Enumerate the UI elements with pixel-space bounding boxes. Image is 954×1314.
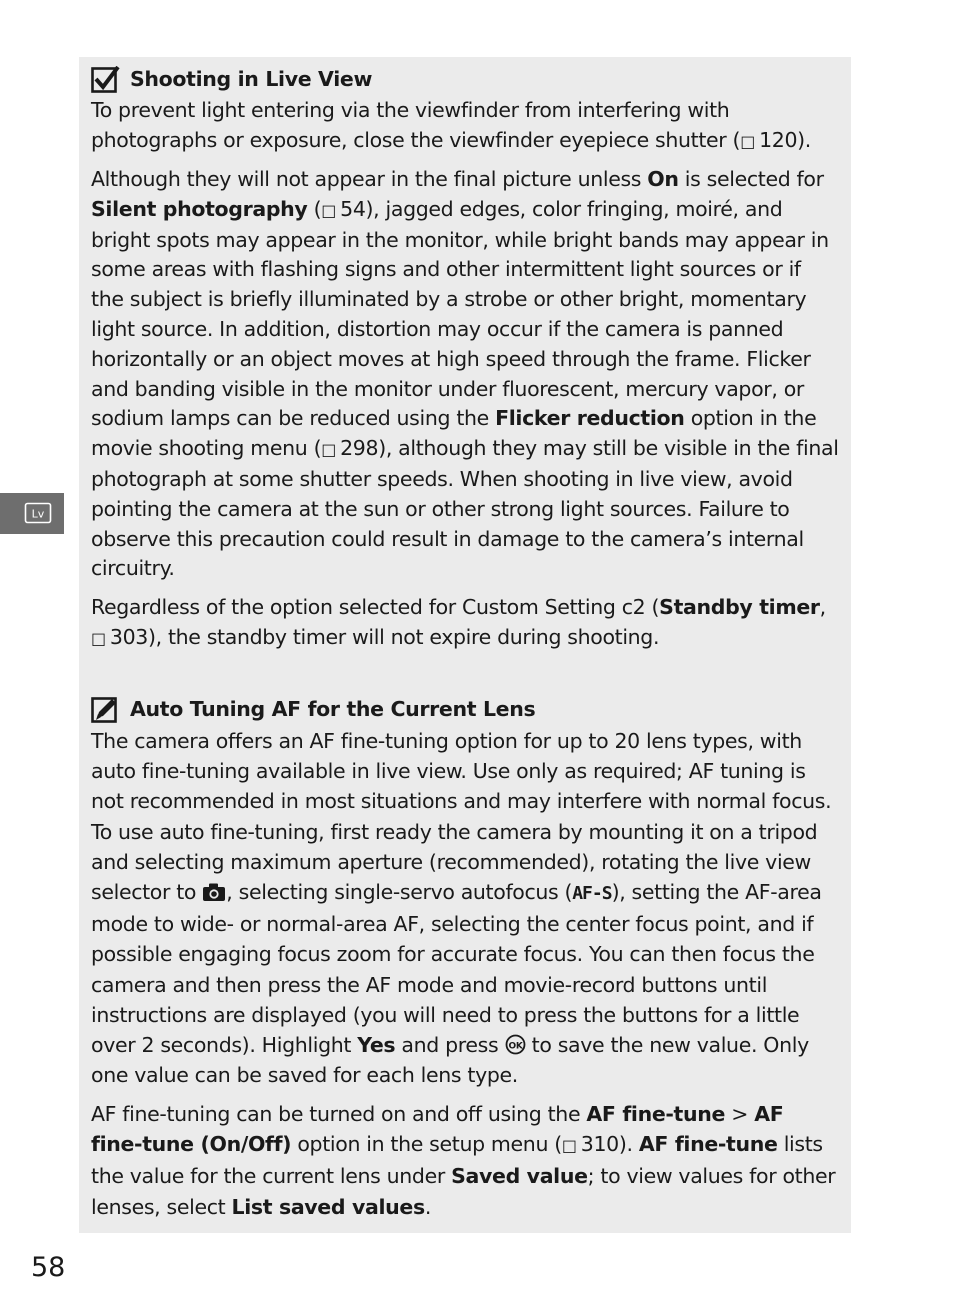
book-icon: □ xyxy=(561,1136,578,1156)
note-title: Auto Tuning AF for the Current Lens xyxy=(130,697,536,721)
book-icon: □ xyxy=(321,200,337,220)
note-heading xyxy=(91,694,839,724)
page-number: 58 xyxy=(31,1252,66,1283)
af-s-label: AF-S xyxy=(572,883,612,905)
note-heading xyxy=(91,64,839,94)
paragraph: The camera offers an AF fine-tuning option for up to 20 lens types, with auto fine-tuning available in live view. Use only as required; AF tuning is not recommended in most situations and may interfere with normal focus. To use auto fine-tuning, first ready the camera by mounting it on a tripod and selecting maximum aperture (recommended), rotating the live view selector to , selecting single-servo autofocus (AF-S), setting the AF-area mode to wide- or normal-area AF, selecting the center focus point, and if possible engaging focus zoom for accurate focus. You can then focus the camera and then press the AF mode and movie-record buttons until instructions are displayed (you will need to press the buttons for a little over 2 seconds). Highlight Yes and press OK to save the new value. Only one value can be saved for each lens type. xyxy=(91,729,832,1088)
live-view-icon xyxy=(24,502,52,524)
svg-text:Lv: Lv xyxy=(31,507,45,521)
book-icon: □ xyxy=(321,440,337,460)
paragraph: AF fine-tuning can be turned on and off using the AF fine-tune > AF fine-tune (On/Off) option in the setup menu (□ 310). AF fine-tune lists the value for the current lens under Saved value; to view values for other lenses, select List saved values. xyxy=(91,1101,836,1219)
paragraph: Regardless of the option selected for Custom Setting c2 (Standby timer, □ 303), the standby timer will not expire during shooting. xyxy=(91,594,826,649)
ok-button-icon xyxy=(505,1034,526,1055)
pencil-note-icon xyxy=(91,696,120,723)
caution-check-icon xyxy=(91,66,120,93)
note-title: Shooting in Live View xyxy=(130,67,373,91)
section-tab-live-view xyxy=(0,493,64,534)
book-icon: □ xyxy=(91,628,107,648)
book-icon: □ xyxy=(740,131,756,151)
paragraph: To prevent light entering via the viewfinder from interfering with photographs or exposure, close the viewfinder eyepiece shutter (□ 120). xyxy=(91,98,811,152)
note-auto-tuning-af xyxy=(91,694,839,1230)
svg-text:OK: OK xyxy=(508,1041,522,1052)
paragraph: Although they will not appear in the final picture unless On is selected for Silent photography (□ 54), jagged edges, color fringing, moiré, and bright spots may appear in the monitor, while bright bands may appear in some areas with flashing signs and other intermittent light sources or if the subject is briefly illuminated by a strobe or other bright, momentary light source. In addition, distortion may occur if the camera is panned horizontally or an object moves at high speed through the frame. Flicker and banding visible in the monitor under fluorescent, mercury vapor, or sodium lamps can be reduced using the Flicker reduction option in the movie shooting menu (□ 298), although they may still be visible in the final photograph at some shutter speeds. When shooting in live view, avoid pointing the camera at the sun or other strong light sources. Failure to observe this precaution could result in damage to the camera’s internal circuitry. xyxy=(91,167,839,581)
camera-icon xyxy=(202,882,226,902)
note-shooting-in-live-view xyxy=(91,64,839,662)
